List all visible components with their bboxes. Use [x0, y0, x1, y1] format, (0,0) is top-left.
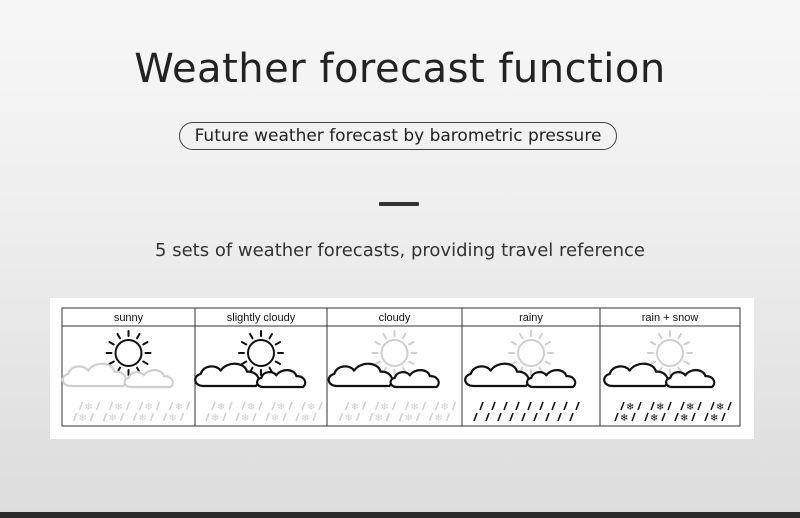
cloud-icon [125, 370, 173, 387]
rain-drop [570, 413, 573, 421]
rain-drop [436, 402, 439, 410]
column-label: rain + snow [641, 312, 699, 324]
rain-drop [140, 402, 143, 410]
rain-drop [638, 402, 641, 410]
rain-drop [283, 413, 286, 421]
forecast-column [604, 312, 731, 424]
snowflake-icon: ❄ [138, 413, 147, 424]
rain-drop [417, 413, 420, 421]
forecast-table [50, 298, 754, 439]
snowflake-icon: ❄ [144, 402, 153, 413]
rain-drop [447, 413, 450, 421]
rain-drop [253, 413, 256, 421]
rain-drop [121, 413, 124, 421]
sun-ray [403, 334, 406, 338]
snowflake-icon: ❄ [277, 402, 286, 413]
snowflake-icon: ❄ [620, 413, 629, 424]
rain-drop [486, 413, 489, 421]
sun-ray [512, 362, 516, 365]
rain-drop [259, 402, 262, 410]
rain-drop [74, 413, 77, 421]
rain-drop [564, 402, 567, 410]
sun-ray [242, 362, 246, 365]
rain-drop [212, 402, 215, 410]
rain-drop [387, 413, 390, 421]
snowflake-icon: ❄ [168, 413, 177, 424]
cloud-icon [63, 364, 126, 386]
rain-drop [615, 413, 618, 421]
forecast-column [195, 312, 322, 424]
rain-drop [423, 402, 426, 410]
rain-drop [662, 413, 665, 421]
rain-drop [363, 402, 366, 410]
cloud-icon [257, 370, 305, 387]
rain-drop [534, 413, 537, 421]
rain-drop [181, 413, 184, 421]
snowflake-icon: ❄ [716, 402, 725, 413]
rain-drop [711, 402, 714, 410]
cloud-icon [195, 364, 258, 386]
rain-drop [346, 402, 349, 410]
rain-drop [170, 402, 173, 410]
rain-drop [528, 402, 531, 410]
rain-drop [296, 413, 299, 421]
rain-drop [681, 402, 684, 410]
sun-ray [512, 342, 516, 345]
feature-pill: Future weather forecast by barometric pressure [179, 122, 617, 150]
snowflake-icon: ❄ [404, 413, 413, 424]
snowflake-icon: ❄ [241, 413, 250, 424]
snowflake-icon: ❄ [344, 413, 353, 424]
rain-drop [134, 413, 137, 421]
cloud-icon [604, 364, 667, 386]
snowflake-icon: ❄ [434, 413, 443, 424]
sun-ray [409, 362, 413, 365]
rain-drop [357, 413, 360, 421]
rain-drop [522, 413, 525, 421]
sun-ray [540, 334, 543, 338]
rain-drop [480, 402, 483, 410]
rain-drop [319, 402, 322, 410]
cloud-icon [391, 370, 439, 387]
rain-drop [504, 402, 507, 410]
rain-drop [340, 413, 343, 421]
snowflake-icon: ❄ [108, 413, 117, 424]
sun-ray [520, 334, 523, 338]
rain-drop [516, 402, 519, 410]
rain-drop [492, 402, 495, 410]
snowflake-icon: ❄ [350, 402, 359, 413]
column-label: rainy [519, 312, 543, 324]
cloud-icon [329, 364, 392, 386]
sun-ray [276, 342, 280, 345]
rain-drop [151, 413, 154, 421]
rain-drop [632, 413, 635, 421]
rain-drop [722, 413, 725, 421]
sun-ray [118, 334, 121, 338]
forecast-column [329, 312, 456, 424]
sun-ray [375, 342, 379, 345]
rain-drop [498, 413, 501, 421]
rain-drop [651, 402, 654, 410]
sun-icon-disc [657, 340, 683, 366]
forecast-column [63, 312, 190, 424]
rain-drop [266, 413, 269, 421]
rain-drop [376, 402, 379, 410]
snowflake-icon: ❄ [271, 413, 280, 424]
rain-drop [91, 413, 94, 421]
sun-ray [276, 362, 280, 365]
forecast-panel [50, 298, 754, 439]
column-label: sunny [113, 312, 144, 324]
sun-ray [270, 334, 273, 338]
sun-ray [685, 362, 689, 365]
sun-icon-disc [248, 340, 274, 366]
rain-drop [645, 413, 648, 421]
rain-drop [406, 402, 409, 410]
snowflake-icon: ❄ [174, 402, 183, 413]
snowflake-icon: ❄ [307, 402, 316, 413]
rain-drop [705, 413, 708, 421]
rain-drop [223, 413, 226, 421]
snowflake-icon: ❄ [217, 402, 226, 413]
rain-drop [393, 402, 396, 410]
rain-drop [313, 413, 316, 421]
cloud-icon [465, 364, 528, 386]
sun-icon-disc [518, 340, 544, 366]
snowflake-icon: ❄ [680, 413, 689, 424]
rain-drop [430, 413, 433, 421]
rain-drop [236, 413, 239, 421]
snowflake-icon: ❄ [380, 402, 389, 413]
snowflake-icon: ❄ [626, 402, 635, 413]
rain-drop [370, 413, 373, 421]
sun-ray [250, 334, 253, 338]
snowflake-icon: ❄ [374, 413, 383, 424]
sun-ray [109, 362, 113, 365]
rain-drop [164, 413, 167, 421]
snowflake-icon: ❄ [247, 402, 256, 413]
rain-drop [289, 402, 292, 410]
snowflake-icon: ❄ [656, 402, 665, 413]
sun-ray [409, 342, 413, 345]
rain-drop [104, 413, 107, 421]
snowflake-icon: ❄ [686, 402, 695, 413]
sun-ray [109, 342, 113, 345]
rain-drop [206, 413, 209, 421]
rain-drop [229, 402, 232, 410]
rain-drop [698, 402, 701, 410]
sun-ray [137, 334, 140, 338]
snowflake-icon: ❄ [301, 413, 310, 424]
sun-ray [546, 342, 550, 345]
sun-ray [143, 342, 147, 345]
rain-drop [692, 413, 695, 421]
snowflake-icon: ❄ [710, 413, 719, 424]
snowflake-icon: ❄ [78, 413, 87, 424]
snowflake-icon: ❄ [440, 402, 449, 413]
page-subtitle: 5 sets of weather forecasts, providing travel reference [155, 240, 645, 261]
rain-drop [552, 402, 555, 410]
sun-ray [143, 362, 147, 365]
sun-ray [546, 362, 550, 365]
sun-ray [659, 334, 662, 338]
page-title: Weather forecast function [134, 46, 666, 92]
column-label: slightly cloudy [226, 312, 296, 324]
sun-ray [375, 362, 379, 365]
sun-ray [679, 334, 682, 338]
rain-drop [242, 402, 245, 410]
rain-drop [272, 402, 275, 410]
sun-ray [384, 334, 387, 338]
rain-drop [668, 402, 671, 410]
rain-drop [728, 402, 731, 410]
column-label: cloudy [378, 312, 411, 324]
rain-drop [80, 402, 83, 410]
rain-drop [97, 402, 100, 410]
sun-ray [651, 342, 655, 345]
divider [379, 202, 419, 206]
snowflake-icon: ❄ [410, 402, 419, 413]
rain-drop [621, 402, 624, 410]
sun-icon-disc [382, 340, 408, 366]
rain-drop [546, 413, 549, 421]
rain-drop [453, 402, 456, 410]
rain-drop [675, 413, 678, 421]
rain-drop [400, 413, 403, 421]
sun-ray [685, 342, 689, 345]
snowflake-icon: ❄ [650, 413, 659, 424]
snowflake-icon: ❄ [114, 402, 123, 413]
bottom-bar [0, 512, 800, 518]
forecast-column [465, 312, 579, 421]
sun-icon-disc [116, 340, 142, 366]
rain-drop [127, 402, 130, 410]
sun-ray [651, 362, 655, 365]
sun-ray [242, 342, 246, 345]
cloud-icon [527, 370, 575, 387]
snowflake-icon: ❄ [211, 413, 220, 424]
rain-drop [302, 402, 305, 410]
rain-drop [576, 402, 579, 410]
rain-drop [510, 413, 513, 421]
rain-drop [474, 413, 477, 421]
rain-drop [157, 402, 160, 410]
rain-drop [558, 413, 561, 421]
rain-drop [110, 402, 113, 410]
snowflake-icon: ❄ [84, 402, 93, 413]
cloud-icon [666, 370, 714, 387]
rain-drop [187, 402, 190, 410]
rain-drop [540, 402, 543, 410]
